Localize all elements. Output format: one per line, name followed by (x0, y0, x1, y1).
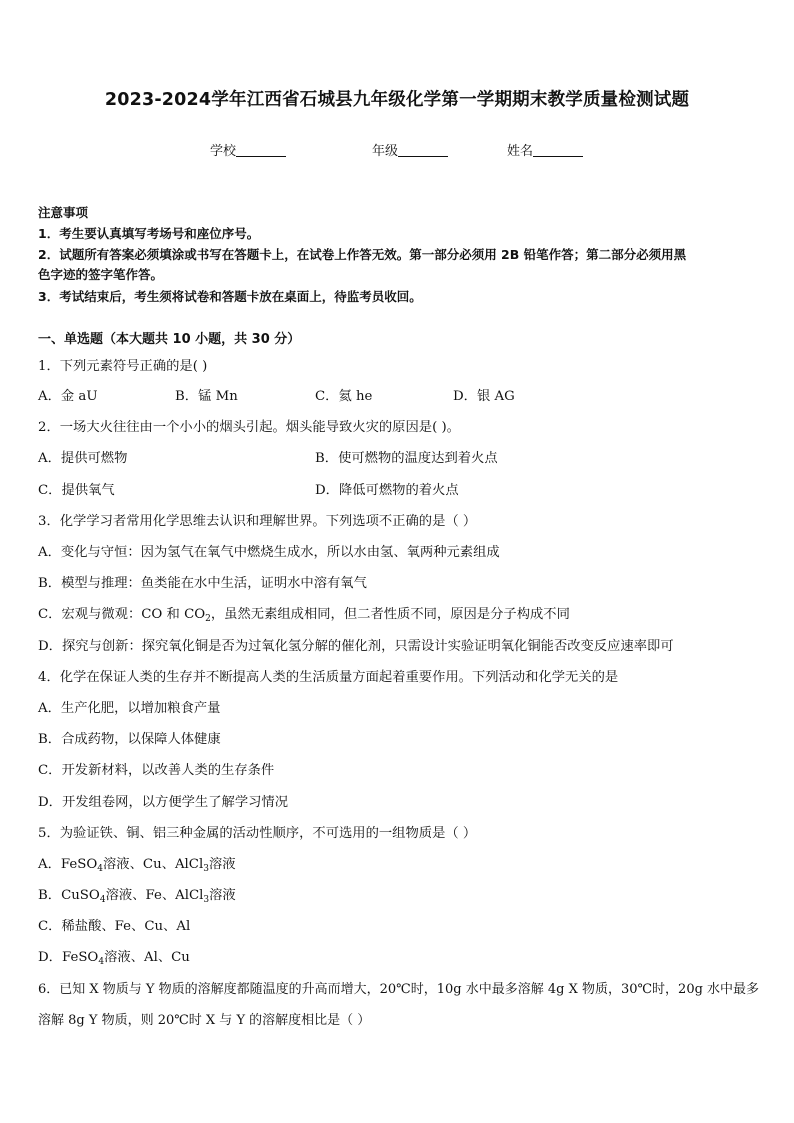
question-1-option-c[interactable]: C．氦 he (315, 389, 373, 404)
school-label: 学校 (210, 144, 237, 159)
question-4-stem: 4．化学在保证人类的生存并不断提高人类的生活质量方面起着重要作用。下列活动和化学无关的是 (38, 670, 619, 685)
name-field[interactable] (507, 140, 583, 159)
grade-blank[interactable] (398, 143, 448, 157)
q5-a-subscript-2: 3 (203, 864, 209, 874)
question-6-stem-line-1: 6．已知 X 物质与 Y 物质的溶解度都随温度的升高而增大，20℃时，10g 水中最多溶解 4g X 物质，30℃时，20g 水中最多 (38, 982, 760, 997)
q5-a-subscript-1: 4 (97, 864, 104, 874)
question-2-option-a[interactable]: A．提供可燃物 (38, 451, 128, 466)
question-5-option-a[interactable] (38, 853, 236, 872)
question-1-option-a[interactable]: A．金 aU (38, 389, 98, 404)
question-3-option-a[interactable]: A．变化与守恒：因为氢气在氧气中燃烧生成水，所以水由氢、氧两种元素组成 (38, 545, 500, 560)
question-1-option-b[interactable]: B．锰 Mn (175, 389, 238, 404)
question-4-option-b[interactable]: B．合成药物，以保障人体健康 (38, 732, 221, 747)
question-2-option-b[interactable]: B．使可燃物的温度达到着火点 (315, 451, 498, 466)
question-2-stem: 2．一场大火往往由一个小小的烟头引起。烟头能导致火灾的原因是( )。 (38, 420, 460, 435)
q5-a-text-3: 溶液 (208, 857, 236, 872)
q5-b-subscript-1: 4 (99, 895, 106, 905)
q3-c-text-2: ，虽然无素组成相同，但二者性质不同，原因是分子构成不同 (210, 607, 570, 622)
notice-item-1: 1．考生要认真填写考场号和座位序号。 (38, 226, 260, 241)
question-3-option-d[interactable]: D．探究与创新：探究氧化铜是否为过氧化氢分解的催化剂，只需设计实验证明氧化铜能否改变反应速率即可 (38, 639, 674, 654)
question-3-option-b[interactable]: B．模型与推理：鱼类能在水中生活，证明水中溶有氧气 (38, 576, 367, 591)
q5-d-subscript: 4 (98, 957, 105, 967)
question-5-option-b[interactable] (38, 884, 236, 903)
question-6-stem-line-2: 溶解 8g Y 物质，则 20℃时 X 与 Y 的溶解度相比是（ ） (38, 1013, 371, 1028)
question-1-option-d[interactable]: D．银 AG (453, 389, 515, 404)
question-5-stem: 5．为验证铁、铜、铝三种金属的活动性顺序，不可选用的一组物质是（ ） (38, 826, 477, 841)
q5-b-text-1: B．CuSO (38, 888, 100, 903)
question-5-option-d[interactable] (38, 946, 190, 965)
q5-a-text-2: 溶液、Cu、AlCl (103, 857, 204, 872)
question-1-stem: 1．下列元素符号正确的是( ) (38, 359, 208, 374)
notice-item-2-cont: 色字迹的签字笔作答。 (38, 267, 164, 282)
q3-c-subscript: 2 (205, 614, 211, 624)
question-2-option-c[interactable]: C．提供氧气 (38, 483, 115, 498)
notice-item-2: 2．试题所有答案必须填涂或书写在答题卡上，在试卷上作答无效。第一部分必须用 2B 铅笔作答；第二部分必须用黑 (38, 247, 687, 262)
question-2-option-d[interactable]: D．降低可燃物的着火点 (315, 483, 459, 498)
q5-b-subscript-2: 3 (203, 895, 210, 905)
question-3-stem: 3．化学学习者常用化学思维去认识和理解世界。下列选项不正确的是（ ） (38, 514, 477, 529)
school-field[interactable] (210, 140, 286, 159)
grade-label: 年级 (372, 144, 399, 159)
name-label: 姓名 (507, 144, 534, 159)
notice-item-3: 3．考试结束后，考生须将试卷和答题卡放在桌面上，待监考员收回。 (38, 289, 422, 304)
question-5-option-c[interactable]: C．稀盐酸、Fe、Cu、Al (38, 919, 191, 934)
q5-b-text-2: 溶液、Fe、AlCl (105, 888, 204, 903)
question-4-option-c[interactable]: C．开发新材料，以改善人类的生存条件 (38, 763, 275, 778)
q5-d-text-2: 溶液、Al、Cu (104, 950, 190, 965)
school-blank[interactable] (236, 143, 286, 157)
section-heading: 一、单选题（本大题共 10 小题，共 30 分） (38, 332, 301, 347)
q3-c-text-1: C．宏观与微观：CO 和 CO (38, 607, 206, 622)
q5-a-text-1: A．FeSO (38, 857, 98, 872)
grade-field[interactable] (372, 140, 448, 159)
page-title: 2023-2024学年江西省石城县九年级化学第一学期期末教学质量检测试题 (104, 90, 690, 110)
question-4-option-d[interactable]: D．开发组卷网，以方便学生了解学习情况 (38, 795, 289, 810)
question-3-option-c[interactable] (38, 603, 570, 622)
name-blank[interactable] (533, 143, 583, 157)
q5-d-text-1: D．FeSO (38, 950, 99, 965)
notice-heading: 注意事项 (38, 205, 89, 220)
q5-b-text-3: 溶液 (209, 888, 236, 903)
question-4-option-a[interactable]: A．生产化肥，以增加粮食产量 (38, 701, 221, 716)
